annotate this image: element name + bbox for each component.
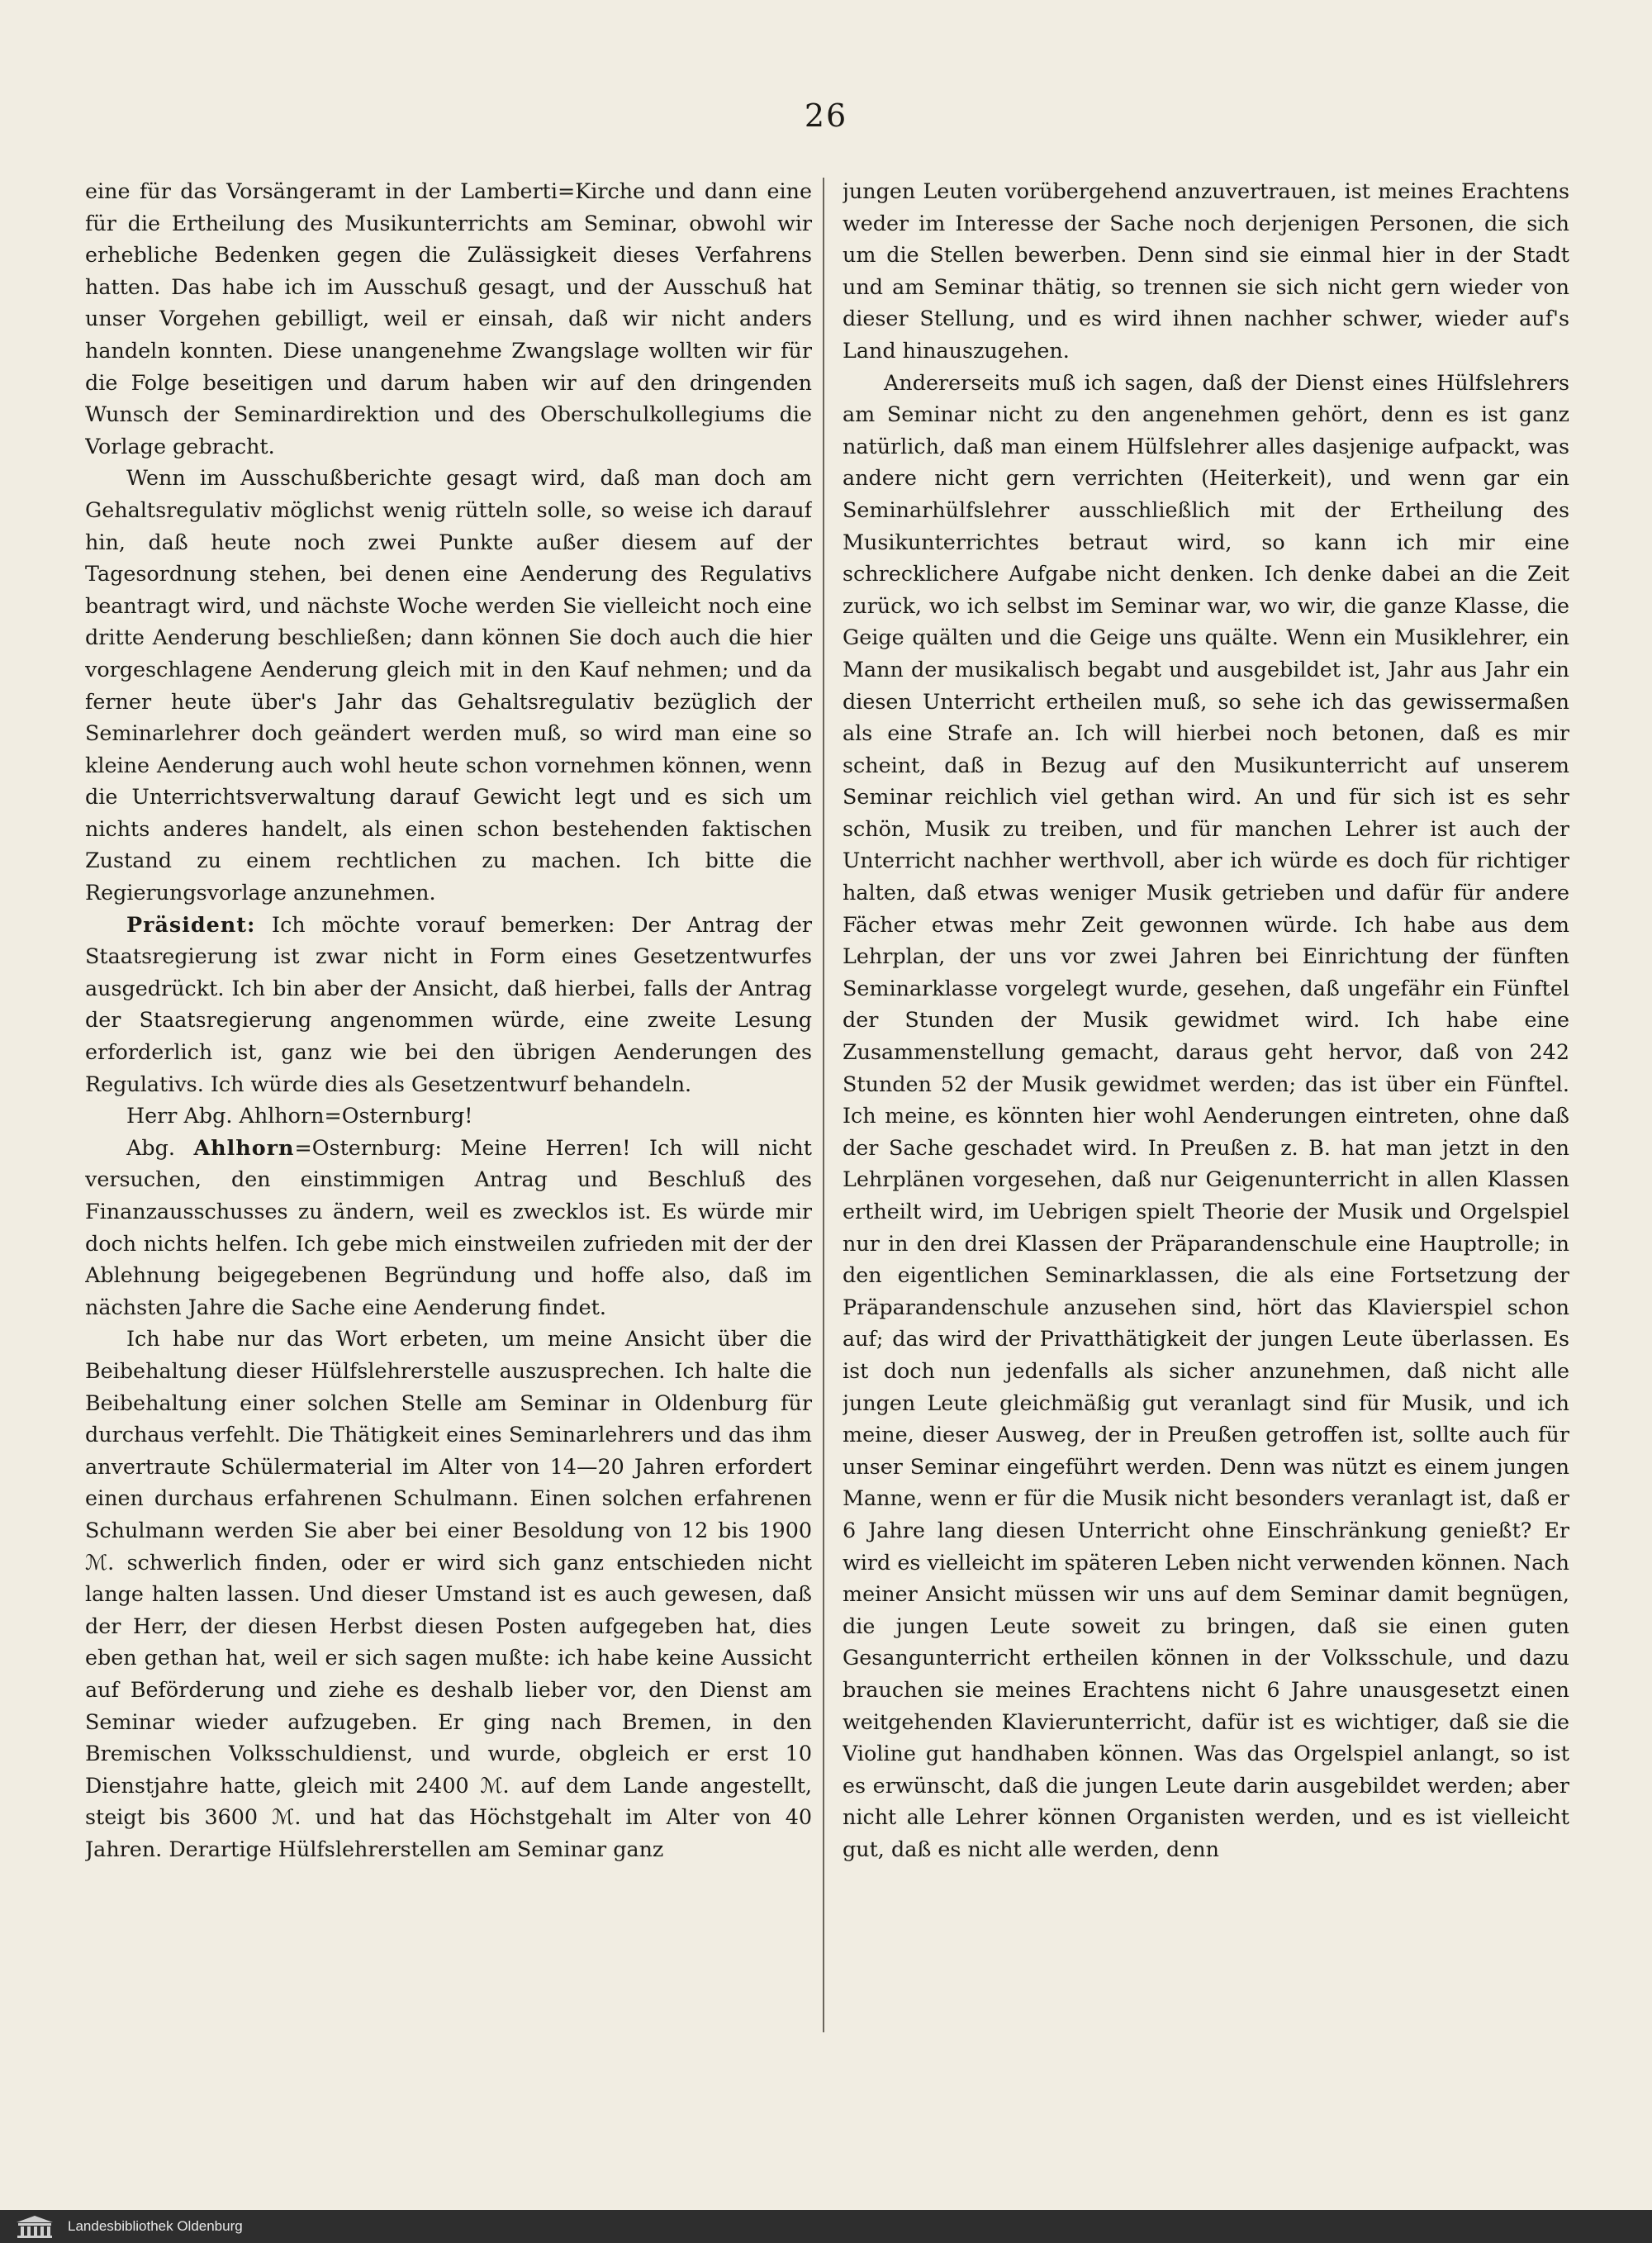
- page-number: 26: [804, 97, 848, 134]
- paragraph: Wenn im Ausschußberichte gesagt wird, daß man doch am Gehaltsregulativ möglichst wenig rütteln solle, so weise ich darauf hin, daß heute noch zwei Punkte außer diesem auf der Tagesordnung stehen, bei denen eine Aenderung des Regulativs beantragt wird, und nächste Woche werden Sie vielleicht noch eine dritte Aenderung beschließen; dann können Sie doch auch die hier vorgeschlagene Aenderung gleich mit in den Kauf nehmen; und da ferner heute über's Jahr das Gehaltsregulativ bezüglich der Seminarlehrer doch geändert werden muß, so wird man eine so kleine Aenderung auch wohl heute schon vornehmen können, wenn die Unterrichtsverwaltung darauf Gewicht legt und es sich um nichts anderes handelt, als einen schon bestehenden faktischen Zustand zu einem rechtlichen zu machen. Ich bitte die Regierungsvorlage anzunehmen.: [85, 465, 812, 905]
- paragraph: Andererseits muß ich sagen, daß der Dienst eines Hülfslehrers am Seminar nicht zu den angenehmen gehört, denn es ist ganz natürlich, daß man einem Hülfslehrer alles dasjenige aufpackt, was andere nicht gern verrichten (Heiterkeit), und wenn gar ein Seminarhülfslehrer ausschließlich mit der Ertheilung des Musikunterrichtes betraut wird, so kann ich mir eine schrecklichere Aufgabe nicht denken. Ich denke dabei an die Zeit zurück, wo ich selbst im Seminar war, wo wir, die ganze Klasse, die Geige quälten und die Geige uns quälte. Wenn ein Musiklehrer, ein Mann der musikalisch begabt und ausgebildet ist, Jahr aus Jahr ein diesen Unterricht ertheilen muß, so sehe ich das gewissermaßen als eine Strafe an. Ich will hierbei noch betonen, daß es mir scheint, daß in Bezug auf den Musikunterricht auf unserem Seminar reichlich viel gethan wird. An und für sich ist es sehr schön, Musik zu treiben, und für manchen Lehrer ist auch der Unterricht nachher werthvoll, aber ich würde es doch für richtiger halten, daß etwas weniger Musik getrieben und dafür für andere Fächer etwas mehr Zeit gewonnen würde. Ich habe aus dem Lehrplan, der uns vor zwei Jahren bei Einrichtung der fünften Seminarklasse vorgelegt wurde, gesehen, daß ungefähr ein Fünftel der Stunden der Musik gewidmet wird. Ich habe eine Zusammenstellung gemacht, daraus geht hervor, daß von 242 Stunden 52 der Musik gewidmet werden; das ist über ein Fünftel. Ich meine, es könnten hier wohl Aenderungen eintreten, ohne daß der Sache geschadet wird. In Preußen z. B. hat man jetzt in den Lehrplänen vorgesehen, daß nur Geigenunterricht in allen Klassen ertheilt wird, im Uebrigen spielt Theorie der Musik und Orgelspiel nur in den drei Klassen der Präparandenschule eine Hauptrolle; in den eigentlichen Seminarklassen, die als eine Fortsetzung der Präparandenschule anzusehen sind, hört das Klavierspiel schon auf; das wird der Privatthätigkeit der jungen Leute überlassen. Es ist doch nun jedenfalls als sicher anzunehmen, daß nicht alle jungen Leute gleichmäßig gut veranlagt sind für Musik, und ich meine, dieser Ausweg, der in Preußen getroffen ist, sollte auch für unser Seminar eingeführt werden. Denn was nützt es einem jungen Manne, wenn er für die Musik nicht besonders veranlagt ist, daß er 6 Jahre lang diesen Unterricht ohne Einschränkung genießt? Er wird es vielleicht im späteren Leben nicht verwenden können. Nach meiner Ansicht müssen wir uns auf dem Seminar damit begnügen, die jungen Leute soweit zu bringen, daß sie einen guten Gesangunterricht ertheilen können in der Volksschule, und dazu brauchen sie meines Erachtens nicht 6 Jahre unausgesetzt einen weitgehenden Klavierunterricht, dafür ist es wichtiger, daß sie die Violine gut handhaben können. Was das Orgelspiel anlangt, so ist es erwünscht, daß die jungen Leute darin ausgebildet werden; aber nicht alle Lehrer können Organisten werden, und es ist vielleicht gut, daß es nicht alle werden, denn: [843, 369, 1569, 1861]
- speaker-name: Präsident:: [126, 911, 256, 937]
- left-text-column: [85, 175, 812, 2042]
- paragraph-ahlhorn: [85, 1132, 812, 1323]
- speaker-name: Ahlhorn: [193, 1134, 295, 1160]
- library-building-icon: [13, 2214, 56, 2239]
- paragraph: eine für das Vorsängeramt in der Lamberti=Kirche und dann eine für die Ertheilung des Musikunterrichts am Seminar, obwohl wir erhebliche Bedenken gegen die Zulässigkeit dieses Verfahrens hatten. Das habe ich im Ausschuß gesagt, und der Ausschuß hat unser Vorgehen gebilligt, weil er einsah, daß wir nicht anders handeln konnten. Diese unangenehme Zwangslage wollten wir für die Folge beseitigen und darum haben wir auf den dringenden Wunsch der Seminardirektion und des Oberschulkollegiums die Vorlage gebracht.: [85, 178, 812, 459]
- column-divider: [823, 178, 824, 2032]
- paragraph: jungen Leuten vorübergehend anzuvertrauen, ist meines Erachtens weder im Interesse der Sache noch derjenigen Personen, die sich um die Stellen bewerben. Denn sind sie einmal hier in der Stadt und am Seminar thätig, so trennen sie sich nicht gern wieder von dieser Stellung, und es wird ihnen nachher schwer, wieder auf's Land hinauszugehen.: [843, 178, 1569, 363]
- right-text-column: [843, 175, 1569, 2042]
- paragraph-president: [85, 909, 812, 1100]
- paragraph-call-speaker: Herr Abg. Ahlhorn=Osternburg!: [126, 1103, 473, 1129]
- library-footer: [0, 2210, 1652, 2243]
- paragraph: Ich habe nur das Wort erbeten, um meine Ansicht über die Beibehaltung dieser Hülfslehrerstelle auszusprechen. Ich halte die Beibehaltung einer solchen Stelle am Seminar in Oldenburg für durchaus verfehlt. Die Thätigkeit eines Seminarlehrers und das ihm anvertraute Schülermaterial im Alter von 14—20 Jahren erfordert einen durchaus erfahrenen Schulmann. Einen solchen erfahrenen Schulmann werden Sie aber bei einer Besoldung von 12 bis 1900 ℳ. schwerlich finden, oder er wird sich ganz entschieden nicht lange halten lassen. Und dieser Umstand ist es auch gewesen, daß der Herr, der diesen Herbst diesen Posten aufgegeben hat, dies eben gethan hat, weil er sich sagen mußte: ich habe keine Aussicht auf Beförderung und ziehe es deshalb lieber vor, den Dienst am Seminar wieder aufzugeben. Er ging nach Bremen, in den Bremischen Volksschuldienst, und wurde, obgleich er erst 10 Dienstjahre hatte, gleich mit 2400 ℳ. auf dem Lande angestellt, steigt bis 3600 ℳ. und hat das Höchstgehalt im Alter von 40 Jahren. Derartige Hülfslehrerstellen am Seminar ganz: [85, 1326, 812, 1861]
- speaker-prefix: Abg.: [126, 1134, 194, 1160]
- library-name: Landesbibliothek Oldenburg: [68, 2218, 243, 2234]
- speech-text: Ich möchte vorauf bemerken: Der Antrag der Staatsregierung ist zwar nicht in Form eines Gesetzentwurfes ausgedrückt. Ich bin aber der Ansicht, daß hierbei, falls der Antrag der Staatsregierung angenommen würde, eine zweite Lesung erforderlich ist, ganz wie bei den übrigen Aenderungen des Regulativs. Ich würde dies als Gesetzentwurf behandeln.: [85, 911, 812, 1096]
- speech-text: =Osternburg: Meine Herren! Ich will nicht versuchen, den einstimmigen Antrag und Beschluß des Finanzausschusses zu ändern, weil es zwecklos ist. Es würde mir doch nichts helfen. Ich gebe mich einstweilen zufrieden mit der der Ablehnung beigegebenen Begründung und hoffe also, daß im nächsten Jahre die Sache eine Aenderung findet.: [85, 1134, 812, 1319]
